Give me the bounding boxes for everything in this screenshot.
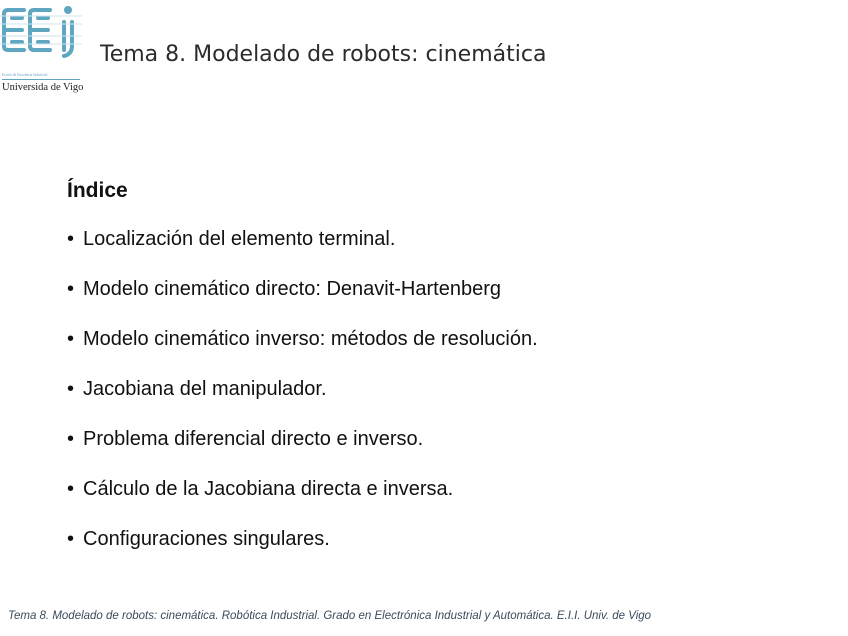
list-item xyxy=(67,474,827,524)
logo-school-name: Escola de Enxeñería Industrial xyxy=(2,73,48,77)
list-item xyxy=(67,224,827,274)
index-heading: Índice xyxy=(67,179,128,202)
bullet-icon: • xyxy=(67,478,75,500)
logo-university-name: Universida de Vigo xyxy=(2,82,84,93)
school-logo xyxy=(0,0,84,100)
list-item-label: Configuraciones singulares. xyxy=(83,528,330,550)
index-list xyxy=(67,224,827,574)
list-item xyxy=(67,324,827,374)
slide-footer: Tema 8. Modelado de robots: cinemática. Robótica Industrial. Grado en Electrónica Industrial y Automática. E.I.I. Univ. de Vigo xyxy=(8,610,652,622)
list-item-label: Modelo cinemático directo: Denavit-Hartenberg xyxy=(83,278,501,300)
bullet-icon: • xyxy=(67,378,75,400)
list-item-label: Problema diferencial directo e inverso. xyxy=(83,428,424,450)
list-item xyxy=(67,374,827,424)
slide-content xyxy=(67,174,827,574)
logo-divider xyxy=(2,79,80,80)
bullet-icon: • xyxy=(67,328,75,350)
list-item xyxy=(67,524,827,574)
list-item xyxy=(67,424,827,474)
list-item-label: Modelo cinemático inverso: métodos de resolución. xyxy=(83,328,538,350)
bullet-icon: • xyxy=(67,528,75,550)
list-item-label: Cálculo de la Jacobiana directa e inversa. xyxy=(83,478,454,500)
eei-logo-icon xyxy=(0,2,82,58)
slide-title: Tema 8. Modelado de robots: cinemática xyxy=(100,42,547,67)
list-item-label: Localización del elemento terminal. xyxy=(83,228,396,250)
list-item xyxy=(67,274,827,324)
list-item-label: Jacobiana del manipulador. xyxy=(83,378,327,400)
bullet-icon: • xyxy=(67,428,75,450)
bullet-icon: • xyxy=(67,228,75,250)
bullet-icon: • xyxy=(67,278,75,300)
